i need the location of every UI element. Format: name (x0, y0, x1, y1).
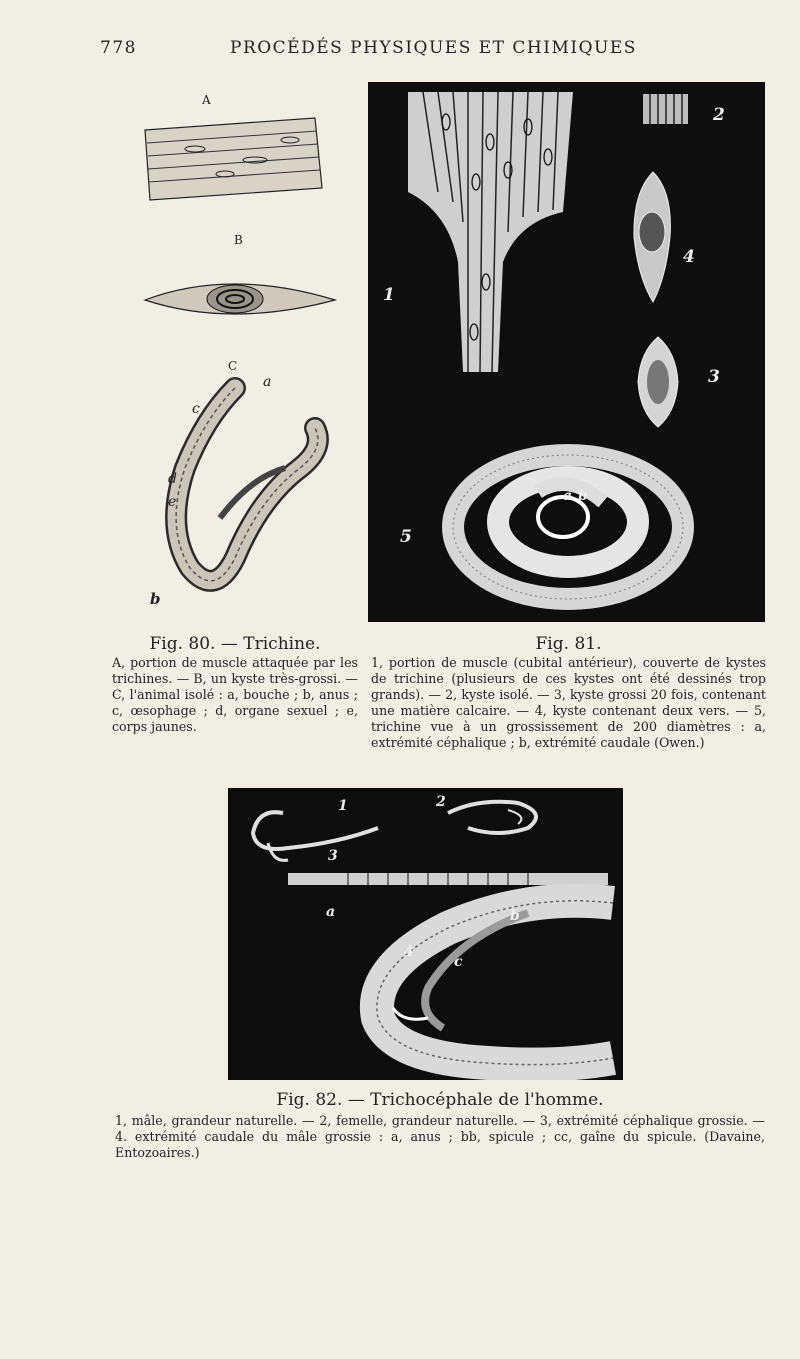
fig82-letter-c: c (454, 954, 463, 970)
cyst-drawing (145, 284, 335, 314)
fig80-caption: A, portion de muscle attaquée par les trichines. — B, un kyste très-grossi. — C, l'animal isolé : a, bouche ; b, anus ; c, œsophage ; d, organe sexuel ; e, corps jaunes. (112, 655, 358, 734)
fig80-label-b-panel: B (234, 233, 243, 247)
fig81-caption: 1, portion de muscle (cubital antérieur), couverte de kystes de trichine (plusieurs de ces kystes ont été dessinés trop grands). — 2, kyste isolé. — 3, kyste grossi 20 fois, contenant une matière calcaire. — 4, kyste contenant deux vers. — 5, trichine vue à un grossissement de 200 diamètres : a, extrémité céphalique ; b, extrémité caudale (Owen.) (371, 655, 766, 750)
fig81-letter-a: a (563, 488, 573, 504)
magnified-trichina-drawing (453, 455, 683, 599)
fig80-letter-b: b (150, 590, 161, 608)
fig81-number-4: 4 (683, 247, 695, 267)
fig81-number-1: 1 (383, 285, 395, 305)
fig80-letter-c: c (192, 401, 200, 417)
fig81-number-2: 2 (713, 105, 725, 125)
fig80-letter-a: a (263, 374, 272, 390)
fig82-caption: 1, mâle, grandeur naturelle. — 2, femelle, grandeur naturelle. — 3, extrémité céphalique grossie. — 4. extrémité caudale du mâle grossie : a, anus ; bb, spicule ; cc, gaîne du spicule. (Davaine, Entozoaires.) (115, 1113, 765, 1160)
figure-80-illustration (110, 88, 360, 633)
figure-81-illustration (368, 82, 765, 622)
fig82-number-4: 4 (404, 944, 414, 960)
cephalic-end-drawing (288, 873, 608, 885)
fig82-number-1: 1 (338, 798, 348, 814)
fig81-letter-b: b (578, 488, 588, 504)
fig80-letter-e: e (168, 494, 177, 510)
fig82-number-3: 3 (328, 848, 338, 864)
fig80-label-c-panel: C (228, 359, 238, 373)
fig82-letter-a: a (326, 904, 336, 920)
isolated-cyst-drawing (643, 94, 688, 124)
fig82-letter-b: b (510, 908, 520, 924)
figure-82-illustration (228, 788, 623, 1080)
fig80-letter-d: d (168, 471, 177, 487)
fig81-title: Fig. 81. (535, 634, 602, 654)
fig81-number-5: 5 (400, 527, 412, 547)
page-number: 778 (100, 38, 137, 58)
fig80-title: Fig. 80. — Trichine. (149, 634, 321, 654)
fig82-title: Fig. 82. — Trichocéphale de l'homme. (276, 1090, 604, 1110)
fig80-label-a-panel: A (202, 93, 211, 107)
running-header (100, 38, 740, 68)
running-title: PROCÉDÉS PHYSIQUES ET CHIMIQUES (230, 38, 637, 58)
muscle-fibre-drawing (145, 118, 322, 200)
fig82-number-2: 2 (436, 794, 446, 810)
fig81-number-3: 3 (708, 367, 720, 387)
